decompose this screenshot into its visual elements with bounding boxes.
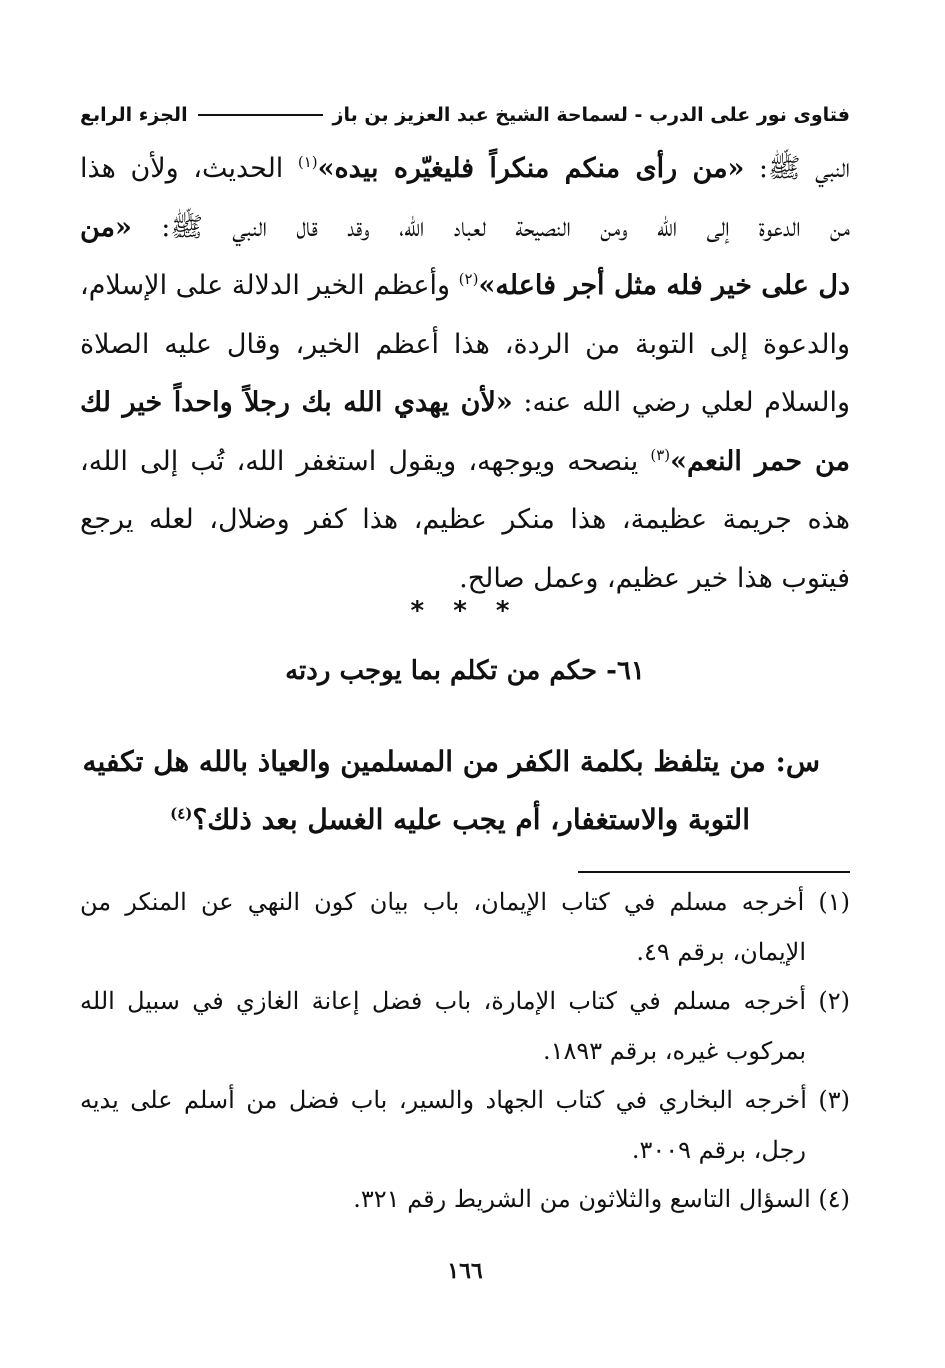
body-run: من حمر النعم» xyxy=(670,445,850,477)
footnote-item xyxy=(80,1175,850,1225)
body-run: الحديث، ولأن هذا xyxy=(80,153,298,184)
footnote-item xyxy=(80,1076,850,1175)
footnotes xyxy=(80,878,850,1225)
body-run: وأعظم الخير الدلالة على الإسلام، xyxy=(80,270,459,301)
body-line xyxy=(80,140,850,199)
page-number: ١٦٦ xyxy=(447,1258,483,1284)
body-run: والسلام لعلي رضي الله عنه: xyxy=(512,387,850,418)
question-note-ref: (٤) xyxy=(170,804,193,823)
footnote-ref: (١) xyxy=(297,153,318,171)
question-line-1: س: من يتلفظ بكلمة الكفر من المسلمين والعياذ بالله هل تكفيه xyxy=(82,745,820,778)
body-line xyxy=(80,199,850,258)
footnote-item xyxy=(80,977,850,1076)
body-text xyxy=(80,140,850,608)
section-separator: * * * xyxy=(410,596,520,626)
footnote-line: الإيمان، برقم ٤٩. xyxy=(636,937,806,966)
body-line xyxy=(80,316,850,375)
body-run: دل على خير فله مثل أجر فاعله» xyxy=(478,270,850,301)
section-title: ٦١- حكم من تكلم بما يوجب ردته xyxy=(285,656,645,686)
body-run: «من xyxy=(80,211,132,243)
header-title: فتاوى نور على الدرب - لسماحة الشيخ عبد العزيز بن باز xyxy=(332,104,850,126)
body-run: من الدعوة إلى الله ومن النصيحة لعباد الله، وقد قال النبي ﷺ: xyxy=(131,211,850,243)
footnote-item xyxy=(80,878,850,977)
body-run: ينصحه ويوجهه، ويقول استغفر الله، تُب إلى الله، xyxy=(80,445,651,477)
book-page xyxy=(80,0,850,1368)
footnote-rule xyxy=(578,871,850,873)
footnote-line: (٢) أخرجه مسلم في كتاب الإمارة، باب فضل إعانة الغازي في سبيل الله xyxy=(80,987,850,1015)
footnote-line: (٣) أخرجه البخاري في كتاب الجهاد والسير، باب فضل من أسلم على يديه xyxy=(80,1086,850,1114)
body-line xyxy=(80,257,850,316)
body-line xyxy=(80,433,850,492)
running-header xyxy=(80,86,850,126)
header-rule xyxy=(198,114,323,116)
body-run: النبي ﷺ: xyxy=(744,153,850,184)
question xyxy=(82,733,820,849)
body-line xyxy=(80,374,850,433)
question-line-2 xyxy=(100,791,820,849)
question-line-2-text: التوبة والاستغفار، أم يجب عليه الغسل بعد ذلك؟ xyxy=(192,803,750,836)
footnote-line: (١) أخرجه مسلم في كتاب الإيمان، باب بيان كون النهي عن المنكر من xyxy=(80,888,850,916)
footnote-line: بمركوب غيره، برقم ١٨٩٣. xyxy=(542,1036,806,1065)
body-run: والدعوة إلى التوبة من الردة، هذا أعظم الخير، وقال عليه الصلاة xyxy=(80,328,850,360)
footnote-ref: (٢) xyxy=(458,270,479,288)
body-run: «لأن يهدي الله بك رجلاً واحداً خير لك xyxy=(80,387,513,418)
body-line xyxy=(80,491,850,550)
footnote-line: رجل، برقم ٣٠٠٩. xyxy=(631,1135,806,1164)
body-run: هذه جريمة عظيمة، هذا منكر عظيم، هذا كفر وضلال، لعله يرجع xyxy=(80,504,850,535)
footnote-ref: (٣) xyxy=(650,445,671,464)
body-run: فيتوب هذا خير عظيم، وعمل صالح. xyxy=(459,562,850,594)
footnote-line: (٤) السؤال التاسع والثلاثون من الشريط رقم ٣٢١. xyxy=(353,1185,850,1213)
body-run: «من رأى منكم منكراً فليغيّره بيده» xyxy=(317,153,745,184)
header-volume: الجزء الرابع xyxy=(80,104,188,126)
